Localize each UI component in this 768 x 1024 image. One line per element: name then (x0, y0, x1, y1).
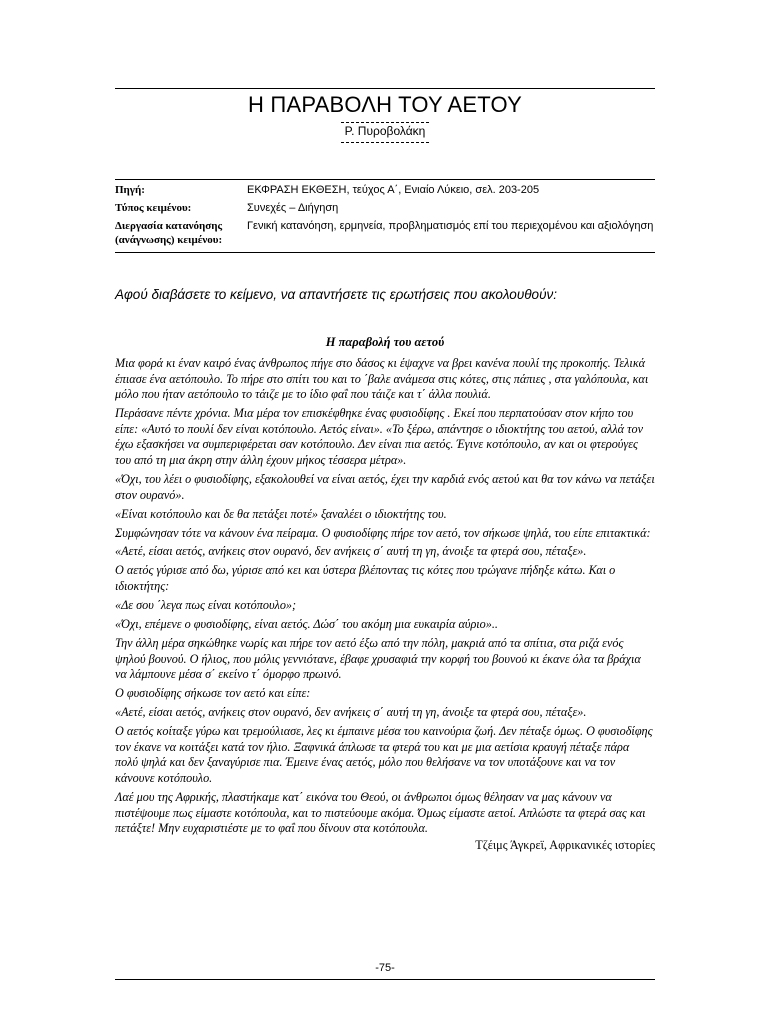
meta-row-source (115, 183, 655, 197)
story-paragraph: «Δε σου ΄λεγα πως είναι κοτόπουλο»; (115, 598, 297, 613)
page-number: -75- (375, 962, 395, 974)
meta-label: Πηγή: (115, 184, 145, 196)
meta-table (115, 183, 655, 251)
author-block (115, 122, 655, 143)
meta-row-process (115, 219, 655, 247)
story-paragraph: Ο αετός κοίταξε γύρω και τρεμούλιασε, λες κι έμπαινε μέσα του καινούρια ζωή. Δεν πέταξε όμως. Ο φυσιοδίφης τον έκανε να κοιτάξει κατά τον ήλιο. Ξαφνικά άπλωσε τα φτερά του και με μια αετίσια κραυγή πέταξε πάρα πολύ ψηλά και δεν ξαναγύρισε πια. Έμεινε ένας αετός, μόλο που θελήσανε να τον υποτάξουνε και να τον κάνουνε κοτόπουλο. (115, 724, 653, 785)
meta-value: ΕΚΦΡΑΣΗ ΕΚΘΕΣΗ, τεύχος Α΄, Ενιαίο Λύκειο, σελ. 203-205 (247, 184, 540, 196)
instructions: Αφού διαβάσετε το κείμενο, να απαντήσετε τις ερωτήσεις που ακολουθούν: (115, 287, 557, 302)
story-paragraph: Συμφώνησαν τότε να κάνουν ένα πείραμα. Ο φυσιοδίφης πήρε τον αετό, τον σήκωσε ψηλά, του είπε επιτακτικά: (115, 525, 651, 540)
story-paragraph: «Όχι, επέμενε ο φυσιοδίφης, είναι αετός. Δώσ΄ του ακόμη μια ευκαιρία αύριο».. (115, 617, 498, 632)
story-paragraph: Μια φορά κι έναν καιρό ένας άνθρωπος πήγε στο δάσος κι έψαχνε να βρει κανένα πουλί της προκοπής. Τελικά έπιασε ένα αετόπουλο. Το πήρε στο σπίτι του και το ΄βαλε ανάμεσα στις κότες, στις πάπιες , στα γαλόπουλα, και μόλο που ήταν αετόπουλο το τάιζε με το ίδιο φαΐ που τάιζε και τ΄ άλλα πουλιά. (115, 356, 649, 402)
story-title: Η παραβολή του αετού (325, 335, 445, 349)
story-paragraph: «Αετέ, είσαι αετός, ανήκεις στον ουρανό, δεν ανήκεις σ΄ αυτή τη γη, άνοιξε τα φτερά σου, πέταξε». (115, 705, 587, 720)
meta-label: Διεργασία κατανόησης (ανάγνωσης) κειμένου: (115, 220, 223, 246)
story-paragraph: Ο αετός γύρισε από δω, γύρισε από κει και ύστερα βλέποντας τις κότες που τρώγανε πήδηξε κάτω. Και ο ιδιοκτήτης: (115, 563, 616, 594)
meta-row-type (115, 201, 655, 215)
top-rule (115, 88, 655, 89)
story-paragraph: «Όχι, του λέει ο φυσιοδίφης, εξακολουθεί να είναι αετός, έχει την καρδιά ενός αετού και θα τον κάνω να πετάξει στον ουρανό». (115, 471, 655, 502)
meta-value: Γενική κατανόηση, ερμηνεία, προβληματισμός επί του περιεχομένου και αξιολόγηση (247, 220, 654, 232)
source-attribution: Τζέιμς Άγκρεϊ, Αφρικανικές ιστορίες (475, 837, 655, 852)
author-name: Ρ. Πυροβολάκη (341, 122, 430, 143)
story-paragraph: «Αετέ, είσαι αετός, ανήκεις στον ουρανό, δεν ανήκεις σ΄ αυτή τη γη, άνοιξε τα φτερά σου, πέταξε». (115, 544, 587, 559)
bottom-rule (115, 979, 655, 980)
story-paragraph: Περάσανε πέντε χρόνια. Μια μέρα τον επισκέφθηκε ένας φυσιοδίφης . Εκεί που περπατούσαν στον κήπο του είπε: «Αυτό το πουλί δεν είναι κοτόπουλο. Αετός είναι». «Το ξέρω, απάντησε ο ιδιοκτήτης του αετού, αλλά τον έχω εξασκήσει να συμπεριφέρεται σαν κοτόπουλο. Δεν είναι πια αετός. Έγινε κοτόπουλο, αν και οι φτερούγες του από τη μια άκρη στην άλλη έχουν μήκος τέσσερα μέτρα». (115, 406, 643, 467)
story-body (115, 356, 655, 853)
meta-label: Τύπος κειμένου: (115, 202, 192, 214)
story-paragraph: «Είναι κοτόπουλο και δε θα πετάξει ποτέ» ξαναλέει ο ιδιοκτήτης του. (115, 506, 447, 521)
document-title: Η ΠΑΡΑΒΟΛΗ ΤΟΥ ΑΕΤΟΥ (247, 92, 523, 117)
meta-value: Συνεχές – Διήγηση (247, 202, 339, 214)
meta-bottom-rule (115, 252, 655, 253)
story-paragraph: Λαέ μου της Αφρικής, πλαστήκαμε κατ΄ εικόνα του Θεού, οι άνθρωποι όμως θέλησαν να μας κάνουν να πιστέψουμε πως είμαστε κοτόπουλα, και το πιστεύουμε ακόμα. Όμως είμαστε αετοί. Απλώστε τα φτερά σας και πετάξτε! Μην ευχαριστιέστε με το φαΐ που δίνουν στα κοτόπουλα. (115, 789, 646, 836)
meta-top-rule (115, 179, 655, 180)
story-paragraph: Ο φυσιοδίφης σήκωσε τον αετό και είπε: (115, 686, 311, 701)
story-paragraph: Την άλλη μέρα σηκώθηκε νωρίς και πήρε τον αετό έξω από την πόλη, μακριά από τα σπίτια, στα ριζά ενός ψηλού βουνού. Ο ήλιος, που μόλις γεννιότανε, έβαφε χρυσαφιά την κορφή του βουνού κι έκανε όλα τα βράχια να λάμπουνε μέσα σ΄ εκείνο τ΄ όμορφο πρωινό. (115, 636, 641, 682)
